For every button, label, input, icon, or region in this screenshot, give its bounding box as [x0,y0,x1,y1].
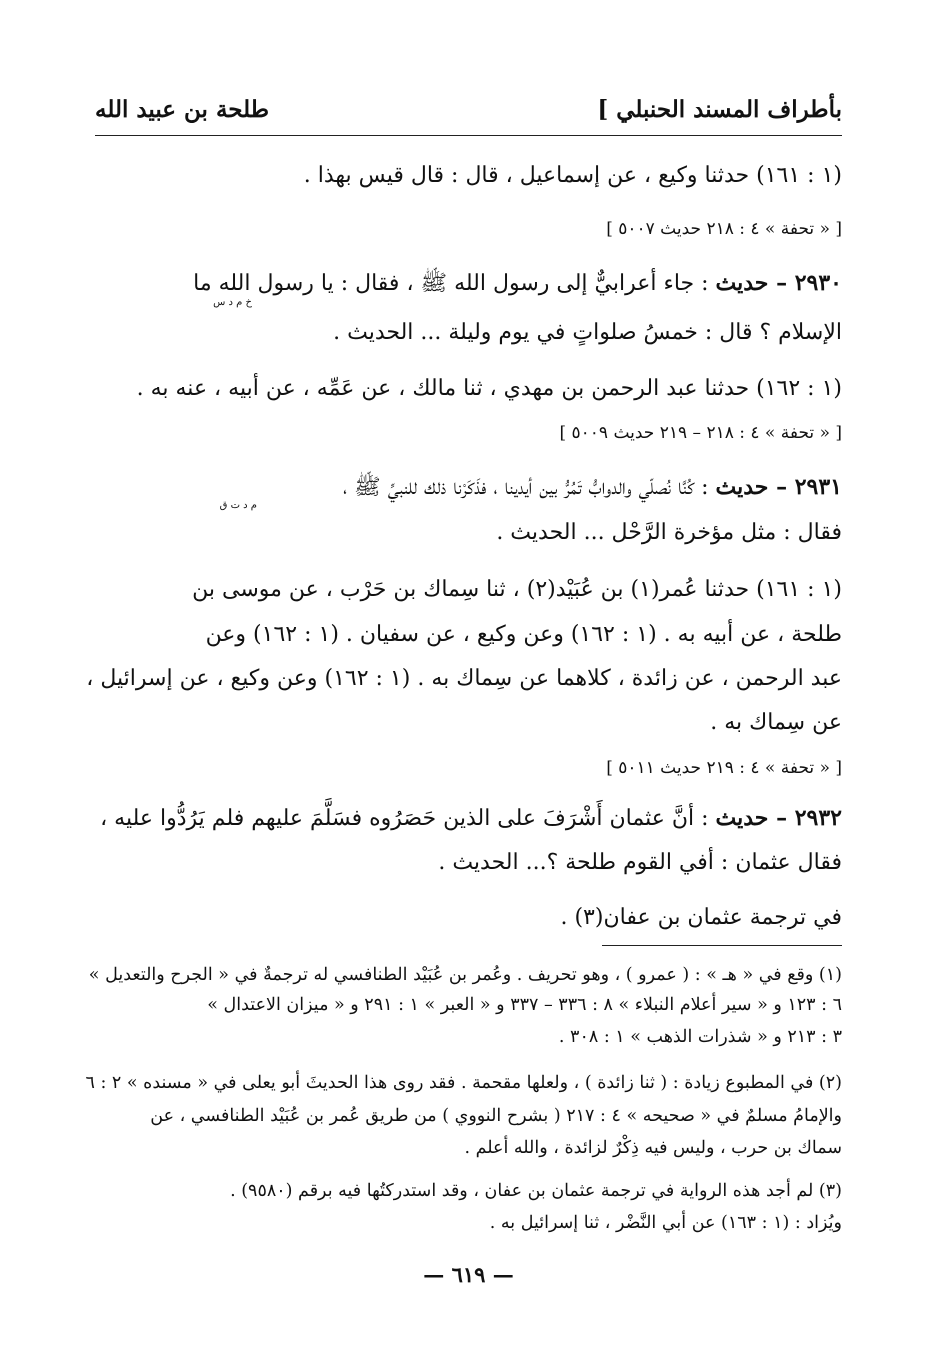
footnote-1-cont: ٦ : ١٢٣ و « سير أعلام النبلاء » ٨ : ٣٣٦ – ٣٣٧ و « العبر » ١ : ٢٩١ و « ميزان الاعتدال » [207,995,842,1015]
header-rule [95,135,842,136]
tuhfa-reference: [ « تحفة » ٤ : ٢١٨ – ٢١٩ حديث ٥٠٠٩ ] [559,423,842,443]
hadith-text: : كُنَّا نُصلّي والدوابُّ تَمُرُّ بين أيدينا ، فذَكَرْنا ذلك للنبيِّ ﷺ ، [342,475,716,500]
hadith-label: حديث [715,805,769,831]
hadith-label: حديث [715,270,769,296]
hadith-2932-heading: ٢٩٣٢ – حديث : أنَّ عثمان أَشْرَفَ على الذين حَصَرُوه فسَلَّمَ عليهم فلم يَرُدُّوا عليه ، [100,805,842,831]
chain-line: (١ : ١٦١) حدثنا وكيع ، عن إسماعيل ، قال : قال قيس بهذا . [303,163,842,188]
chain-line: (١ : ١٦٢) حدثنا عبد الرحمن بن مهدي ، ثنا مالك ، عن عَمِّه ، عن أبيه ، عنه به . [136,376,842,401]
tuhfa-reference: [ « تحفة » ٤ : ٢١٨ حديث ٥٠٠٧ ] [606,219,842,239]
cross-reference: في ترجمة عثمان بن عفان(٣) . [560,905,842,930]
footnote-2-cont: سماك بن حرب ، وليس فيه ذِكْرٌ لزائدة ، والله أعلم . [464,1138,842,1158]
hadith-number: ٢٩٣٢ [794,805,842,831]
footnote-3: (٣) لم أجد هذه الرواية في ترجمة عثمان بن عفان ، وقد استدركتُها فيه برقم (٩٥٨٠) . [230,1181,842,1201]
hadith-text-line: فقال : مثل مؤخرة الرَّحْل ... الحديث . [496,520,842,545]
hadith-number: ٢٩٣٠ [794,270,842,296]
header-chapter-title: طلحة بن عبيد الله [95,96,270,123]
hadith-2931-heading: ٢٩٣١ – حديث : كُنَّا نُصلّي والدوابُّ تَمُرُّ بين أيدينا ، فذَكَرْنا ذلك للنبيِّ ﷺ ، [342,474,842,500]
chain-line: عن سِماك به . [710,710,842,735]
source-symbols: م د ت ق [219,500,257,511]
hadith-2930-heading: ٢٩٣٠ – حديث : جاء أعرابيٌّ إلى رسول الله ﷺ ، فقال : يا رسول الله ما [193,270,842,296]
chain-line: طلحة ، عن أبيه به . (١ : ١٦٢) وعن وكيع ، عن سفيان . (١ : ١٦٢) وعن [205,622,842,647]
hadith-text-line: فقال عثمان : أفي القوم طلحة ؟... الحديث . [438,850,842,875]
hadith-text: : أنَّ عثمان أَشْرَفَ على الذين حَصَرُوه فسَلَّمَ عليهم فلم يَرُدُّوا عليه ، [100,806,716,831]
page-number: — ٦١٩ — [423,1262,514,1287]
hadith-label: حديث [715,474,769,500]
chain-line: عبد الرحمن ، عن زائدة ، كلاهما عن سِماك به . (١ : ١٦٢) وعن وكيع ، عن إسرائيل ، [86,666,842,691]
header-book-title: بأطراف المسند الحنبلي ] [597,96,842,123]
footnote-2: (٢) في المطبوع زيادة : ( ثنا زائدة ) ، ولعلها مقحمة . فقد روى هذا الحديثَ أبو يعلى في « مسنده » ٢ : ٦ [85,1073,842,1093]
footnote-rule [602,945,842,946]
footnote-1: (١) وقع في « هـ » : ( عمرو ) ، وهو تحريف . وعُمر بن عُبَيْد الطنافسي له ترجمةٌ في « الجرح والتعديل » [88,965,842,985]
footnote-2-cont: والإمامُ مسلمٌ في « صحيحه » ٤ : ٢١٧ ( بشرح النووي ) من طريق عُمر بن عُبَيْد الطنافسي ، عن [150,1106,842,1126]
footnote-1-cont: ٣ : ٢١٣ و « شذرات الذهب » ١ : ٣٠٨ . [558,1027,842,1047]
source-symbols: خ م د س [213,297,252,308]
tuhfa-reference: [ « تحفة » ٤ : ٢١٩ حديث ٥٠١١ ] [606,758,842,778]
running-header [95,96,842,130]
chain-line: (١ : ١٦١) حدثنا عُمر(١) بن عُبَيْد(٢) ، ثنا سِماك بن حَرْب ، عن موسى بن [192,577,842,602]
hadith-text: : جاء أعرابيٌّ إلى رسول الله ﷺ ، فقال : يا رسول الله ما [193,271,716,296]
footnote-3-cont: ويُزاد : (١ : ١٦٣) عن أبي النَّضْر ، ثنا إسرائيل به . [489,1213,842,1233]
hadith-number: ٢٩٣١ [794,474,842,500]
hadith-text-line: الإسلام ؟ قال : خمسُ صلواتٍ في يوم وليلة ... الحديث . [333,320,842,345]
